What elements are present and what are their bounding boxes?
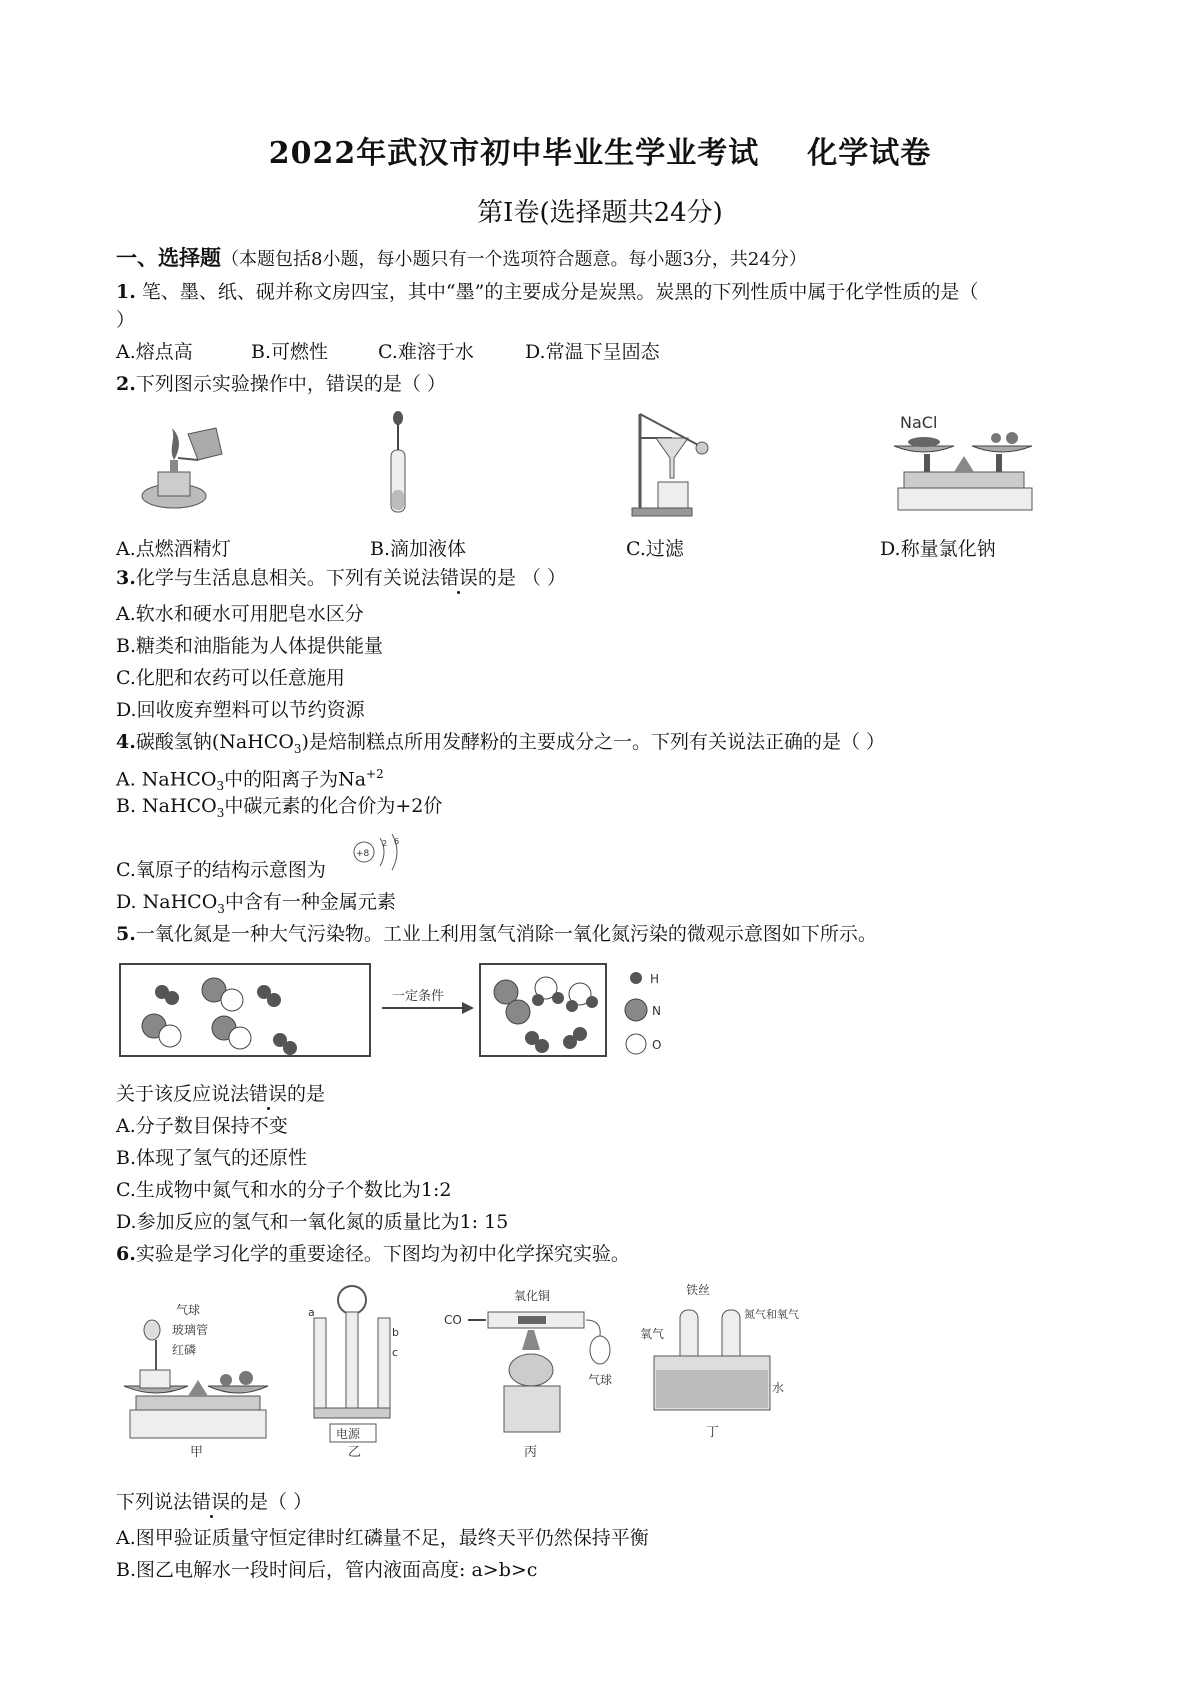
q5-option-c: C.生成物中氮气和水的分子个数比为1:2 [116, 1179, 452, 1201]
reaction-micro-diagram [114, 958, 624, 1062]
q2-stem [116, 372, 446, 396]
q5-stem [116, 922, 877, 946]
q6-option-b: B.图乙电解水一段时间后，管内液面高度: a>b>c [116, 1559, 538, 1581]
dropper-tube-figure [378, 410, 418, 518]
experiment-yi-figure [300, 1280, 410, 1460]
q5-text: 一氧化氮是一种大气污染物。工业上利用氢气消除一氧化氮污染的微观示意图如下所示。 [135, 923, 877, 945]
q2-number: 2. [116, 373, 136, 395]
legend-n: N [652, 1004, 661, 1018]
q5-stem-post: 的是 [287, 1083, 326, 1105]
bing-label-balloon: 气球 [588, 1373, 613, 1387]
q3-post: 的是 （ ） [477, 567, 566, 589]
q5-option-d: D.参加反应的氢气和一氧化氮的质量比为1: 15 [116, 1211, 509, 1233]
q4-stem [116, 730, 885, 761]
atom-shell2: 6 [394, 837, 400, 846]
q2-option-c: C.过滤 [626, 538, 684, 560]
filtration-figure [626, 408, 716, 520]
exam-title [0, 128, 1200, 172]
section-note: （本题包括8小题，每小题只有一个选项符合题意。每小题3分，共24分） [221, 249, 807, 270]
q1-option-d: D.常温下呈固态 [525, 341, 660, 363]
q5-option-b: B.体现了氢气的还原性 [116, 1147, 308, 1169]
q6-sub-stem [116, 1490, 312, 1514]
q3-number: 3. [116, 567, 136, 589]
q6-number: 6. [116, 1243, 136, 1265]
q4-a-sub: 3 [216, 779, 225, 794]
q4-b-pre: B. NaHCO [116, 795, 217, 817]
q4-a-pre: A. NaHCO [116, 768, 217, 791]
exam-title-main: 2022年武汉市初中毕业生学业考试 [268, 136, 760, 171]
section-head: 一、选择题 [116, 245, 221, 270]
molecule-legend [622, 966, 682, 1066]
jia-label-tube: 玻璃管 [172, 1323, 209, 1337]
bing-label-cuo: 氧化铜 [514, 1289, 551, 1303]
q6-text: 实验是学习化学的重要途径。下图均为初中化学探究实验。 [135, 1243, 630, 1265]
ding-label-water: 水 [772, 1381, 785, 1395]
q1-option-a: A.熔点高 [116, 341, 193, 363]
nacl-label: NaCl [900, 413, 938, 432]
q4-d-sub: 3 [217, 901, 225, 916]
q4-d-pre: D. NaHCO [116, 891, 218, 913]
q3-option-a: A.软水和硬水可用肥皂水区分 [116, 603, 364, 625]
q1-number: 1. [116, 281, 136, 303]
atom-shell1: 2 [382, 839, 388, 848]
q5-emphasis: 错误 [249, 1083, 288, 1105]
q3-emphasis: 错误 [439, 567, 478, 589]
caption-jia: 甲 [190, 1445, 204, 1460]
q4-text2: )是焙制糕点所用发酵粉的主要成分之一。下列有关说法正确的是（ ） [301, 731, 886, 753]
exam-title-subject: 化学试卷 [807, 136, 932, 171]
q6-emphasis: 错误 [192, 1491, 231, 1513]
yi-label-c: c [392, 1346, 399, 1359]
alcohol-lamp-figure [132, 414, 232, 514]
q3-option-d: D.回收废弃塑料可以节约资源 [116, 699, 365, 721]
caption-bing: 丙 [524, 1445, 538, 1460]
q4-option-b [116, 794, 442, 825]
yi-label-power: 电源 [336, 1427, 361, 1441]
q6-option-a: A.图甲验证质量守恒定律时红磷量不足，最终天平仍然保持平衡 [116, 1527, 649, 1549]
q5-option-a: A.分子数目保持不变 [116, 1115, 288, 1137]
section-header [116, 246, 807, 272]
q2-text: 下列图示实验操作中，错误的是（ ） [135, 373, 446, 395]
bing-label-co: CO [444, 1313, 462, 1327]
balance-figure [888, 410, 1038, 518]
yi-label-a: a [308, 1306, 315, 1319]
q2-option-a: A.点燃酒精灯 [116, 538, 231, 560]
q6-stem-pre: 下列说法 [116, 1491, 193, 1513]
q4-a-mid: 中的阳离子为Na [224, 768, 367, 791]
caption-yi: 乙 [348, 1445, 362, 1460]
q6-stem [116, 1242, 630, 1266]
q3-pre: 化学与生活息息相关。下列有关说法 [135, 567, 440, 589]
jia-label-balloon: 气球 [176, 1303, 201, 1317]
experiment-bing-figure [440, 1280, 620, 1460]
q1-option-b: B.可燃性 [251, 341, 329, 363]
q1-stem-cont: ） [116, 309, 136, 331]
reaction-condition: 一定条件 [392, 989, 445, 1004]
q2-option-b: B.滴加液体 [370, 538, 467, 560]
atom-nucleus: +8 [356, 849, 370, 859]
ding-label-iron: 铁丝 [686, 1283, 711, 1297]
caption-ding: 丁 [706, 1425, 720, 1440]
q4-a-sup: +2 [366, 767, 384, 781]
q2-option-d: D.称量氯化钠 [880, 538, 996, 560]
yi-label-b: b [392, 1326, 399, 1339]
q1-stem [116, 280, 978, 304]
experiment-jia-figure [116, 1300, 276, 1460]
legend-o: O [652, 1038, 662, 1052]
legend-h: H [650, 972, 660, 986]
q1-text: 笔、墨、纸、砚并称文房四宝，其中“墨”的主要成分是炭黑。炭黑的下列性质中属于化学性质的是（ [141, 281, 979, 303]
q4-option-c: C.氧原子的结构示意图为 [116, 859, 326, 881]
q5-stem-pre: 关于该反应说法 [116, 1083, 250, 1105]
jia-label-phosphorus: 红磷 [172, 1343, 197, 1357]
q4-b-sub: 3 [216, 805, 225, 820]
q4-text1: 碳酸氢钠(NaHCO [135, 731, 294, 753]
q3-option-c: C.化肥和农药可以任意施用 [116, 667, 345, 689]
q4-option-d [116, 890, 396, 921]
q4-d-post: 中含有一种金属元素 [224, 891, 396, 913]
q3-stem [116, 566, 566, 590]
ding-label-mix: 氮气和氧气 [744, 1308, 799, 1321]
ding-label-oxygen: 氧气 [640, 1327, 665, 1341]
q4-sub: 3 [293, 741, 302, 756]
q4-b-post: 中碳元素的化合价为+2价 [224, 795, 443, 817]
exam-subtitle: 第Ⅰ卷(选择题共24分) [477, 198, 723, 228]
oxygen-atom-diagram [350, 830, 410, 874]
q5-sub-stem [116, 1082, 325, 1106]
q4-option-a [116, 762, 384, 798]
q3-option-b: B.糖类和油脂能为人体提供能量 [116, 635, 384, 657]
q4-number: 4. [116, 731, 136, 753]
q5-number: 5. [116, 923, 136, 945]
experiment-ding-figure [640, 1280, 799, 1460]
q6-stem-post: 的是（ ） [230, 1491, 313, 1513]
q1-option-c: C.难溶于水 [378, 341, 474, 363]
